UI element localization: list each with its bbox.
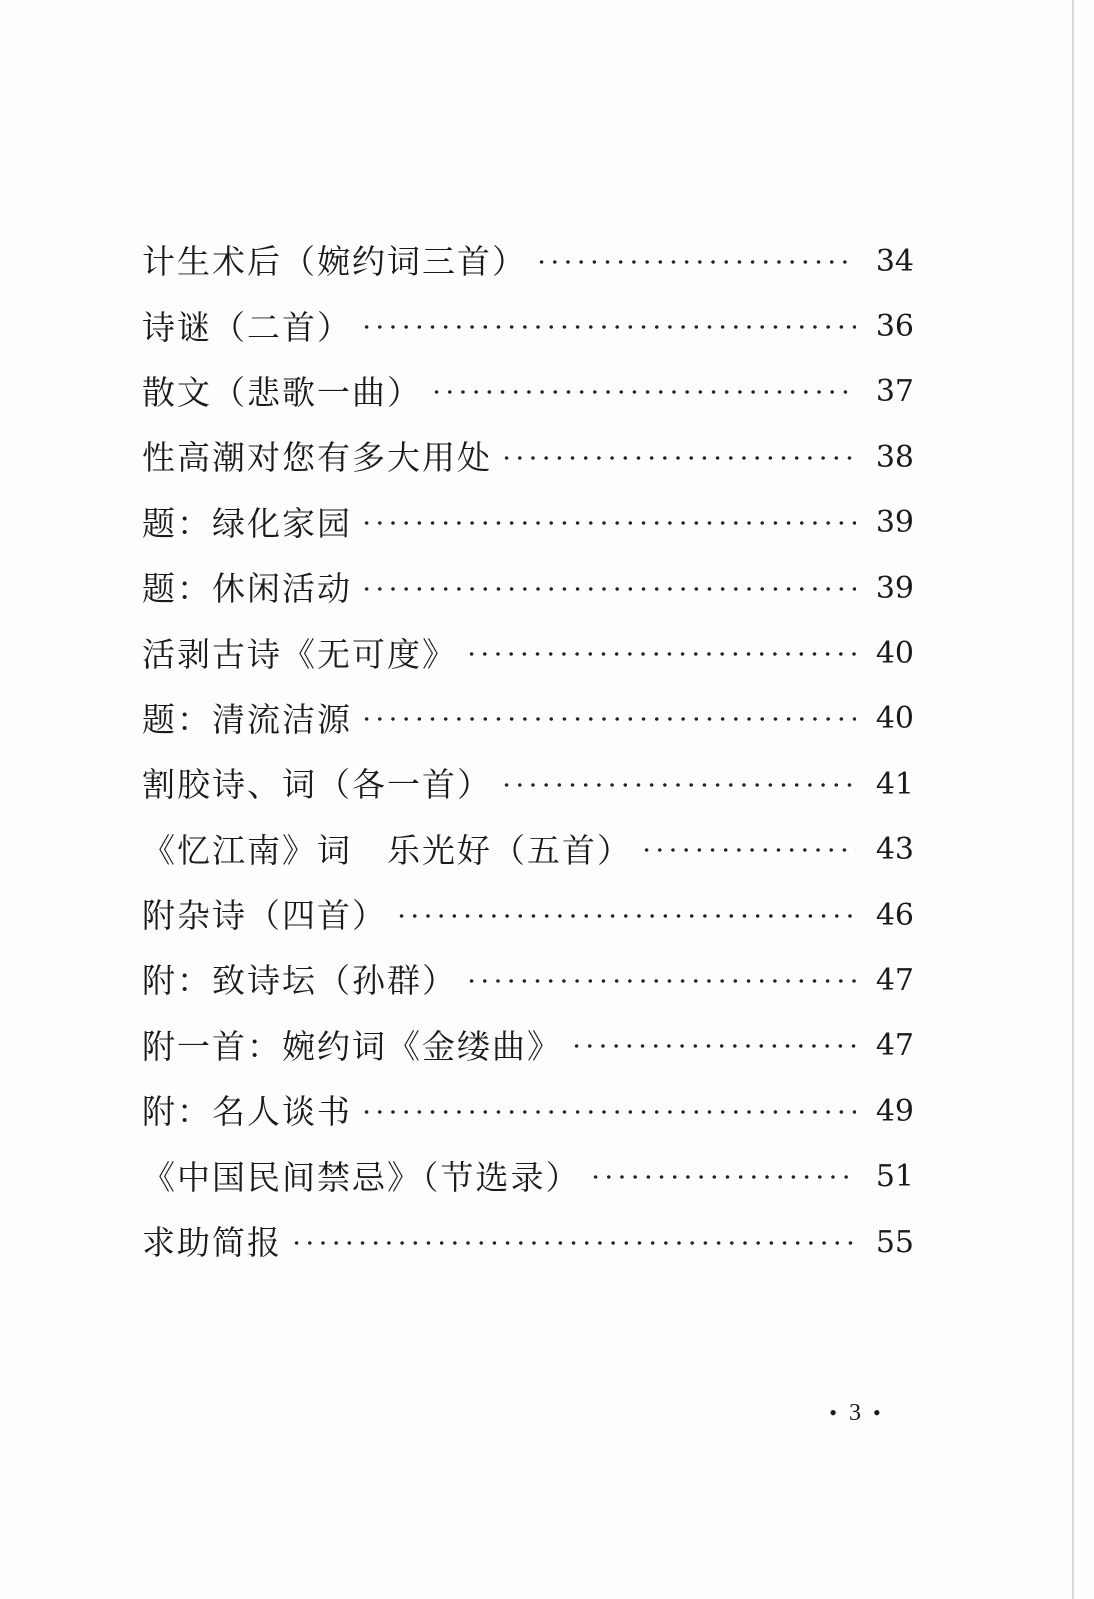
toc-entry — [142, 752, 914, 817]
toc-dot-leader — [465, 651, 856, 657]
page-number-footer — [800, 1400, 910, 1427]
toc-entry — [142, 1079, 914, 1144]
toc-entry-title: 附：名人谈书 — [142, 1092, 352, 1132]
toc-entry-page: 49 — [875, 1093, 914, 1129]
toc-entry — [142, 1014, 914, 1079]
page-edge-line — [1072, 0, 1074, 1599]
toc-entry-title: 附一首：婉约词《金缕曲》 — [142, 1026, 562, 1066]
toc-entry-page: 55 — [875, 1224, 914, 1260]
toc-entry-title: 割胶诗、词（各一首） — [142, 765, 492, 805]
toc-entry-page: 37 — [875, 374, 914, 410]
toc-entry-page: 47 — [875, 1028, 914, 1064]
toc-dot-leader — [360, 1109, 856, 1115]
toc-entry — [142, 294, 914, 359]
table-of-contents — [142, 229, 914, 1275]
toc-dot-leader — [500, 455, 856, 461]
toc-dot-leader — [570, 1043, 856, 1049]
toc-entry — [142, 1210, 914, 1275]
toc-entry-title: 附：致诗坛（孙群） — [142, 961, 457, 1001]
toc-entry-title: 《忆江南》词 乐光好（五首） — [142, 830, 632, 870]
toc-entry-page: 51 — [875, 1159, 914, 1195]
toc-entry — [142, 425, 914, 490]
toc-entry-title: 题：休闲活动 — [142, 569, 352, 609]
toc-entry-page: 39 — [875, 505, 914, 541]
toc-entry — [142, 883, 914, 948]
toc-dot-leader — [430, 389, 856, 395]
toc-dot-leader — [640, 847, 856, 853]
page-number-bullet-right: • — [873, 1400, 881, 1425]
toc-entry-page: 46 — [875, 897, 914, 933]
toc-entry-title: 求助简报 — [142, 1223, 282, 1263]
toc-entry-title: 题：绿化家园 — [142, 503, 352, 543]
toc-entry-page: 38 — [875, 439, 914, 475]
toc-entry — [142, 360, 914, 425]
toc-dot-leader — [360, 324, 856, 330]
toc-entry-title: 题：清流洁源 — [142, 699, 352, 739]
toc-entry — [142, 229, 914, 294]
toc-dot-leader — [589, 1174, 857, 1180]
toc-entry — [142, 1144, 914, 1209]
toc-dot-leader — [500, 782, 856, 788]
toc-entry — [142, 948, 914, 1013]
toc-entry-page: 39 — [875, 570, 914, 606]
toc-entry-title: 诗谜（二首） — [142, 307, 352, 347]
toc-entry — [142, 818, 914, 883]
toc-entry-title: 活剥古诗《无可度》 — [142, 634, 457, 674]
toc-entry-page: 40 — [875, 701, 914, 737]
toc-entry-page: 41 — [875, 766, 914, 802]
toc-entry-page: 36 — [875, 309, 914, 345]
toc-entry-title: 附杂诗（四首） — [142, 896, 387, 936]
toc-entry-page: 47 — [875, 962, 914, 998]
toc-entry — [142, 687, 914, 752]
toc-dot-leader — [465, 978, 856, 984]
toc-entry — [142, 491, 914, 556]
toc-dot-leader — [535, 259, 856, 265]
toc-entry-title: 性高潮对您有多大用处 — [142, 438, 492, 478]
toc-entry — [142, 621, 914, 686]
toc-dot-leader — [290, 1240, 856, 1246]
toc-entry-title: 《中国民间禁忌》（节选录） — [142, 1157, 581, 1197]
toc-dot-leader — [395, 913, 856, 919]
toc-dot-leader — [360, 716, 856, 722]
toc-entry — [142, 556, 914, 621]
toc-entry-page: 43 — [875, 832, 914, 868]
toc-dot-leader — [360, 586, 856, 592]
toc-dot-leader — [360, 520, 856, 526]
toc-entry-page: 34 — [875, 243, 914, 279]
toc-entry-title: 散文（悲歌一曲） — [142, 372, 422, 412]
toc-entry-title: 计生术后（婉约词三首） — [142, 242, 527, 282]
toc-entry-page: 40 — [875, 636, 914, 672]
page-number: 3 — [849, 1400, 861, 1426]
page-number-bullet-left: • — [829, 1400, 837, 1425]
